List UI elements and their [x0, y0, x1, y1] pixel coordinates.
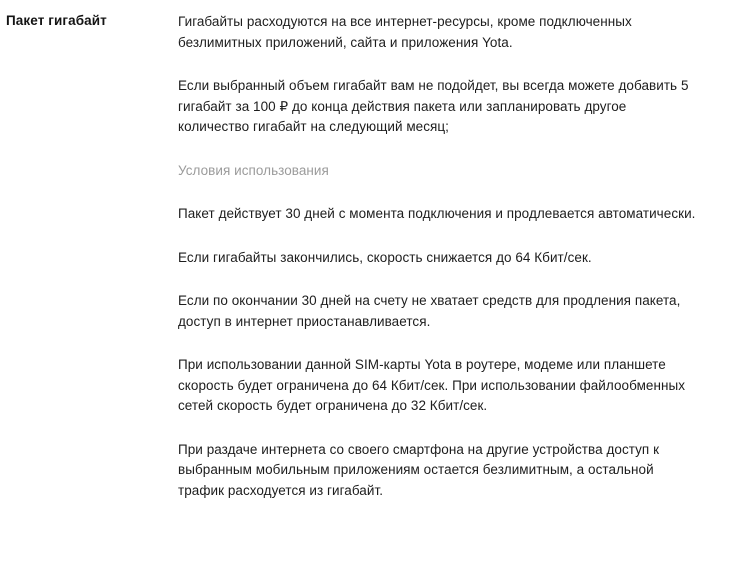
paragraph-router-modem-tablet: При использовании данной SIM-карты Yota в роутере, модеме или планшете скорость будет ограничена до 64 Кбит/сек. При использовании файлообменных сетей скорость будет ограничена до 32 Кбит/сек.	[178, 357, 686, 414]
paragraph-tethering: При раздаче интернета со своего смартфона на другие устройства доступ к выбранным мобильным приложениям остается безлимитным, а остальной трафик расходуется из гигабайт.	[178, 441, 660, 498]
paragraph-insufficient-funds: Если по окончании 30 дней на счету не хватает средств для продления пакета, доступ в интернет приостанавливается.	[178, 293, 681, 329]
paragraph-speed-limit-after-depletion: Если гигабайты закончились, скорость снижается до 64 Кбит/сек.	[178, 249, 592, 265]
paragraph-extra-gigabytes: Если выбранный объем гигабайт вам не подойдет, вы всегда можете добавить 5 гигабайт за 100 ₽ до конца действия пакета или запланировать другое количество гигабайт на следующий месяц;	[178, 78, 689, 135]
usage-conditions-heading: Условия использования	[178, 162, 329, 178]
paragraph-package-duration: Пакет действует 30 дней с момента подключения и продлевается автоматически.	[178, 206, 696, 222]
paragraph-usage-scope: Гигабайты расходуются на все интернет-ресурсы, кроме подключенных безлимитных приложений, сайта и приложения Yota.	[178, 14, 632, 50]
term-column	[0, 12, 178, 30]
definition-row	[0, 12, 744, 501]
description-column	[178, 12, 744, 501]
term-title: Пакет гигабайт	[6, 13, 107, 28]
